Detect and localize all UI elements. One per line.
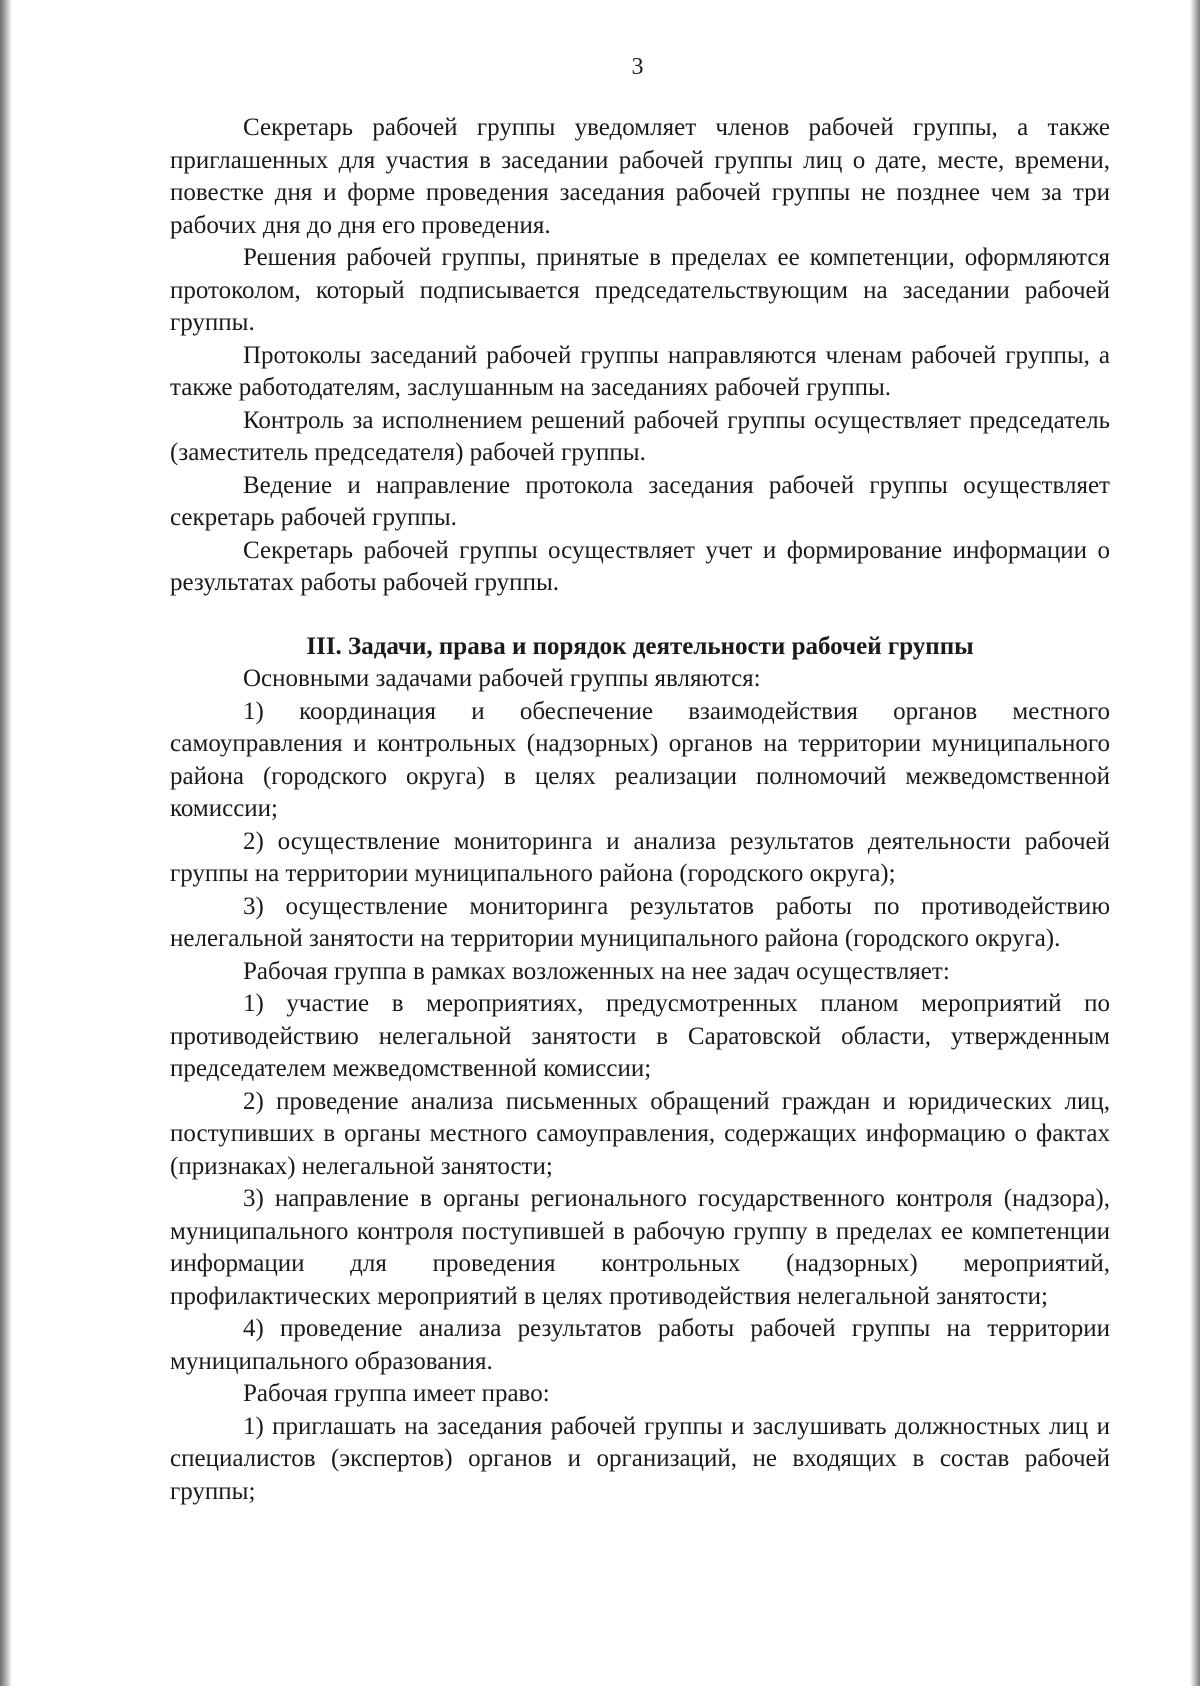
page-number: 3: [631, 54, 644, 80]
list-item-task-3: 3) осуществление мониторинга результатов работы по противодействию нелегальной занятости на территории муниципального района (городского округа).: [170, 892, 1110, 952]
paragraph-control: Контроль за исполнением решений рабочей группы осуществляет председатель (заместитель председателя) рабочей группы.: [170, 406, 1110, 466]
list-item-task-1: 1) координация и обеспечение взаимодействия органов местного самоуправления и контрольных (надзорных) органов на территории муниципального района (городского округа) в целях реализации полномочий межведомственной комиссии;: [170, 697, 1110, 822]
paragraph-protocol-keeping: Ведение и направление протокола заседания рабочей группы осуществляет секретарь рабочей группы.: [170, 471, 1110, 531]
paragraph-decisions: Решения рабочей группы, принятые в пределах ее компетенции, оформляются протоколом, который подписывается председательствующим на заседании рабочей группы.: [170, 244, 1110, 336]
paragraph-secretary-records: Секретарь рабочей группы осуществляет учет и формирование информации о результатах работы рабочей группы.: [170, 536, 1110, 596]
list-item-function-1: 1) участие в мероприятиях, предусмотренных планом мероприятий по противодействию нелегальной занятости в Саратовской области, утвержденным председателем межведомственной комиссии;: [170, 990, 1110, 1082]
list-item-right-1: 1) приглашать на заседания рабочей группы и заслушивать должностных лиц и специалистов (экспертов) органов и организаций, не входящих в состав рабочей группы;: [170, 1412, 1110, 1505]
document-body: [170, 112, 1110, 1508]
list-item-task-2: 2) осуществление мониторинга и анализа результатов деятельности рабочей группы на территории муниципального района (городского округа);: [170, 827, 1110, 887]
paragraph-rights-intro: Рабочая группа имеет право:: [243, 1380, 550, 1407]
scan-left-edge: [0, 0, 12, 1686]
scan-right-edge: [1190, 0, 1200, 1686]
list-item-function-3: 3) направление в органы регионального государственного контроля (надзора), муниципального контроля поступившей в рабочую группу в пределах ее компетенции информации для проведения контрольных (надзорных) мероприятий, профилактических мероприятий в целях противодействия нелегальной занятости;: [170, 1185, 1110, 1310]
paragraph-main-tasks-intro: Основными задачами рабочей группы являются:: [243, 665, 761, 692]
list-item-function-4: 4) проведение анализа результатов работы рабочей группы на территории муниципального образования.: [170, 1315, 1110, 1375]
paragraph-secretary-notice: Секретарь рабочей группы уведомляет членов рабочей группы, а также приглашенных для участия в заседании рабочей группы лиц о дате, месте, времени, повестке дня и форме проведения заседания рабочей группы не позднее чем за три рабочих дня до дня его проведения.: [170, 114, 1110, 239]
paragraph-functions-intro: Рабочая группа в рамках возложенных на нее задач осуществляет:: [243, 957, 950, 985]
paragraph-protocols: Протоколы заседаний рабочей группы направляются членам рабочей группы, а также работодателям, заслушанным на заседаниях рабочей группы.: [170, 341, 1110, 401]
list-item-function-2: 2) проведение анализа письменных обращений граждан и юридических лиц, поступивших в органы местного самоуправления, содержащих информацию о фактах (признаках) нелегальной занятости;: [170, 1087, 1110, 1180]
section-heading: III. Задачи, права и порядок деятельности рабочей группы: [306, 632, 974, 660]
